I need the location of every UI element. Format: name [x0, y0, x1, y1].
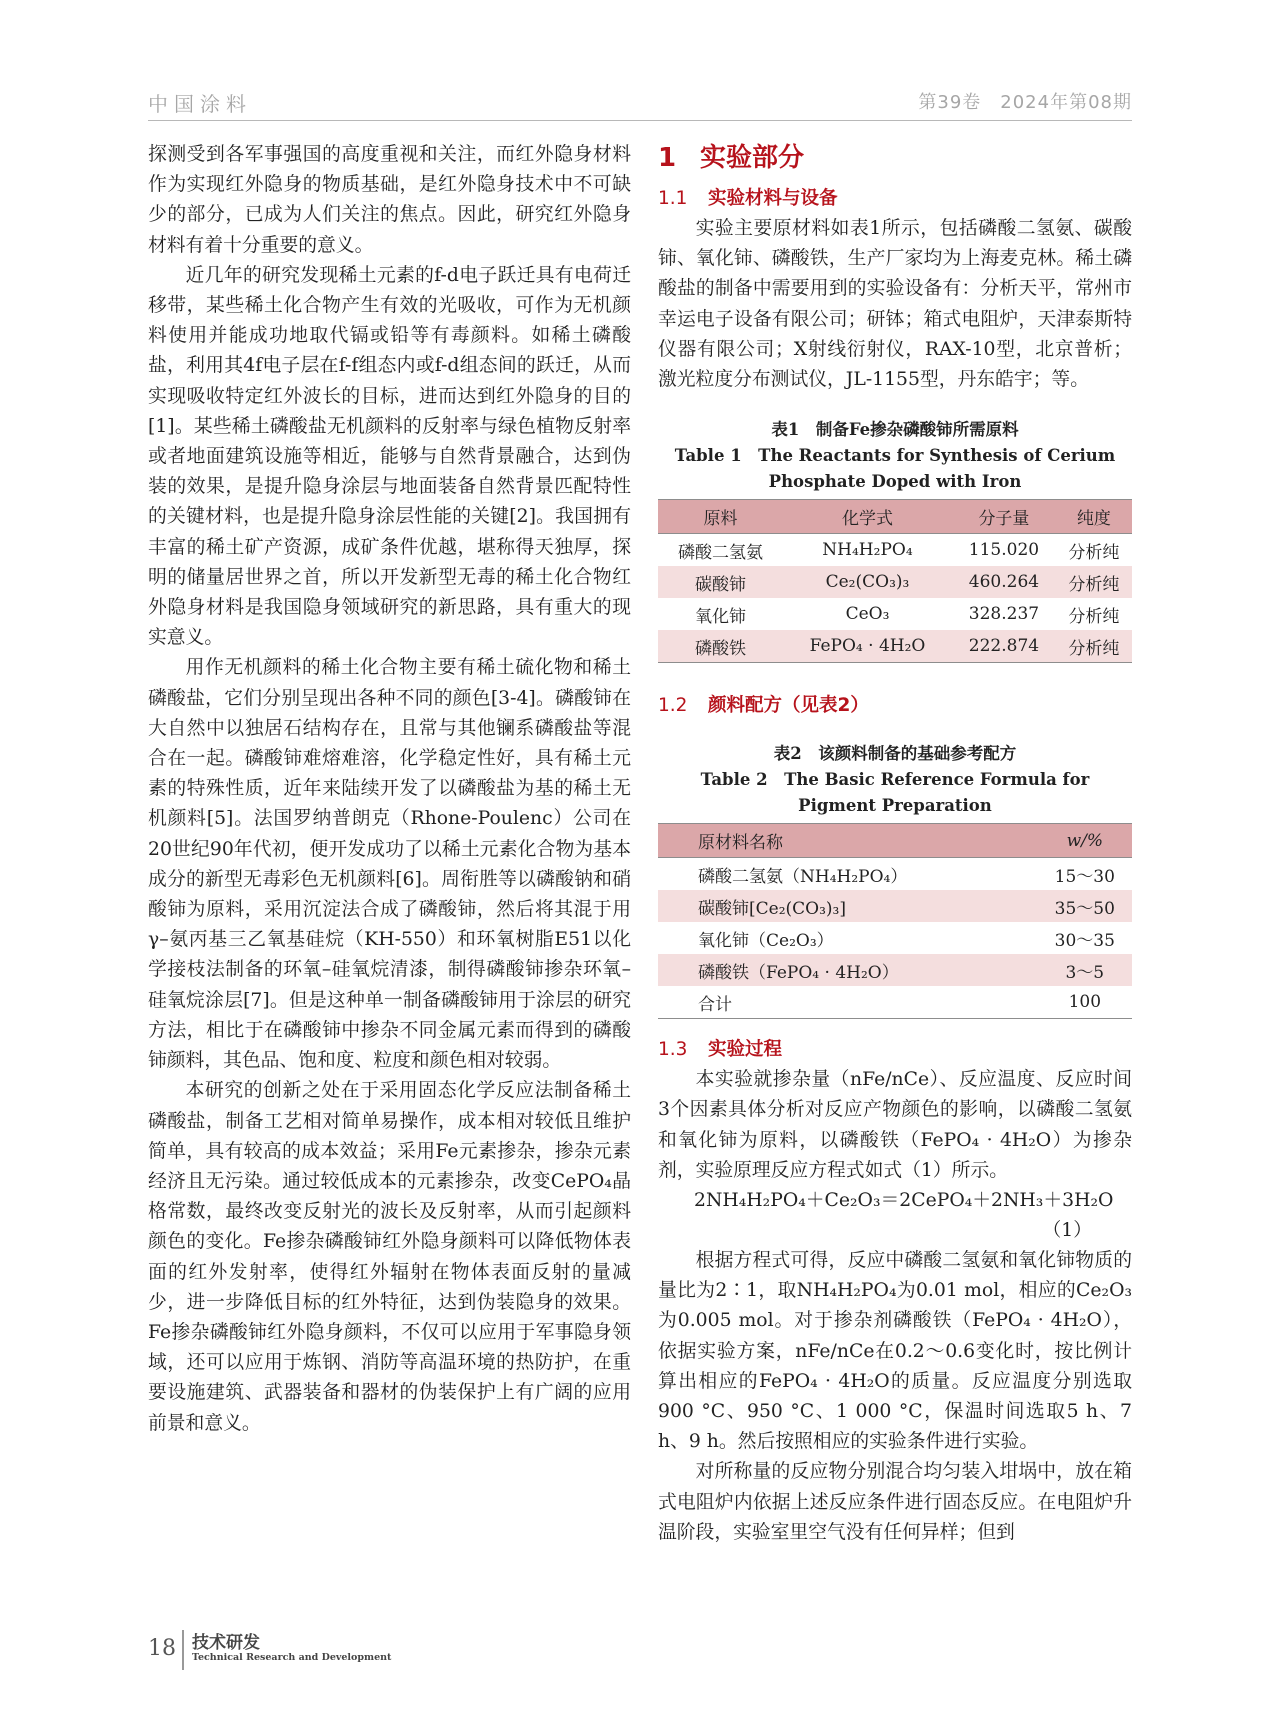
table-row: [658, 534, 1132, 567]
table-cell: 35～50: [1038, 890, 1132, 922]
equation: 2NH₄H₂PO₄＋Ce₂O₃＝2CePO₄＋2NH₃＋3H₂O: [694, 1190, 1114, 1212]
table-cell: NH₄H₂PO₄: [822, 540, 913, 561]
table-cell: 115.020: [968, 540, 1040, 561]
paragraph: 本研究的创新之处在于采用固态化学反应法制备稀土磷酸盐，制备工艺相对简单易操作，成本相对较低且维护简单，具有较高的成本效益；采用Fe元素掺杂，掺杂元素经济且无污染。通过较低成本的元素掺杂，改变CePO₄晶格常数，最终改变反射光的波长及反射率，从而引起颜料颜色的变化。Fe掺杂磷酸铈红外隐身颜料可以降低物体表面的红外发射率，使得红外辐射在物体表面反射的量减少，进一步降低目标的红外特征，达到伪装隐身的效果。Fe掺杂磷酸铈红外隐身颜料，不仅可以应用于军事隐身领域，还可以应用于炼钢、消防等高温环境的热防护，在重要设施建筑、武器装备和器材的伪装保护上有广阔的应用前景和意义。: [148, 1080, 631, 1434]
subsection-heading: [658, 184, 1132, 214]
section-heading: [658, 140, 1132, 176]
table-row: [658, 566, 1132, 598]
table-cell: 分析纯: [1068, 606, 1120, 627]
table-row: [658, 630, 1132, 663]
paragraph: 用作无机颜料的稀土化合物主要有稀土硫化物和稀土磷酸盐，它们分别呈现出各种不同的颜色[3-4]。磷酸铈在大自然中以独居石结构存在，且常与其他镧系磷酸盐等混合在一起。磷酸铈难熔难溶，化学稳定性好，具有稀土元素的特殊性质，近年来陆续开发了以磷酸盐为基的稀土无机颜料[5]。法国罗纳普朗克（Rhone-Poulenc）公司在20世纪90年代初，便开发成功了以稀土元素化合物为基本成分的新型无毒彩色无机颜料[6]。周衔胜等以磷酸钠和硝酸铈为原料，采用沉淀法合成了磷酸铈，然后将其混于用γ–氨丙基三乙氧基硅烷（KH-550）和环氧树脂E51以化学接枝法制备的环氧–硅氧烷清漆，制得磷酸铈掺杂环氧–硅氧烷涂层[7]。但是这种单一制备磷酸铈用于涂层的研究方法，相比于在磷酸铈中掺杂不同金属元素而得到的磷酸铈颜料，其色品、饱和度、粒度和颜色相对较弱。: [148, 657, 631, 1072]
table-cell: 氧化铈: [694, 606, 746, 627]
subsection-title: 实验材料与设备: [708, 188, 838, 209]
table-cell: Ce₂(CO₃)₃: [783, 566, 952, 598]
subsection-title: 实验过程: [708, 1039, 783, 1061]
paragraph: 探测受到各军事强国的高度重视和关注，而红外隐身材料作为实现红外隐身的物质基础，是红外隐身技术中不可缺少的部分，已成为人们关注的焦点。因此，研究红外隐身材料有着十分重要的意义。: [148, 144, 631, 256]
table-caption-zh: 表2 该颜料制备的基础参考配方: [773, 744, 1017, 764]
issue-info: 第39卷 2024年第08期: [918, 92, 1132, 113]
table-cell: CeO₃: [845, 604, 890, 625]
table-cell: 磷酸二氢氨: [677, 542, 763, 563]
table-cell: 222.874: [952, 630, 1056, 663]
table-cell: 分析纯: [1056, 566, 1132, 598]
running-header: [148, 86, 1132, 121]
table-header: 化学式: [783, 500, 952, 534]
table-cell: 30～35: [1054, 930, 1115, 951]
right-column: [658, 140, 1132, 1548]
table-row: [658, 954, 1132, 986]
table-cell: 磷酸铁: [658, 630, 783, 663]
table-row: [658, 598, 1132, 630]
subsection-number: 1.1: [658, 188, 688, 209]
table-cell: 460.264: [952, 566, 1056, 598]
table-caption-en: Table 1 The Reactants for Synthesis of Cerium Phosphate Doped with Iron: [674, 446, 1116, 492]
table-row: [658, 922, 1132, 954]
table-cell: 328.237: [968, 604, 1040, 625]
table-header: 纯度: [1056, 500, 1132, 534]
table-cell: 氧化铈（Ce₂O₃）: [698, 930, 834, 951]
paragraph: 实验主要原材料如表1所示，包括磷酸二氢氨、碳酸铈、氧化铈、磷酸铁，生产厂家均为上海麦克林。稀土磷酸盐的制备中需要用到的实验设备有：分析天平，常州市幸运电子设备有限公司；研钵；箱式电阻炉，天津泰斯特仪器有限公司；X射线衍射仪，RAX-10型，北京普析；激光粒度分布测试仪，JL-1155型，丹东皓宇；等。: [658, 218, 1132, 391]
section-label-zh: 技术研发: [192, 1633, 260, 1653]
table-cell: 15～30: [1054, 866, 1115, 887]
table-cell: 碳酸铈[Ce₂(CO₃)₃]: [658, 890, 1038, 922]
table-header: 原材料名称: [658, 824, 1038, 858]
subsection-title: 颜料配方（见表2）: [708, 695, 869, 717]
section-label-en: Technical Research and Development: [192, 1652, 392, 1663]
paragraph: 本实验就掺杂量（nFe/nCe）、反应温度、反应时间3个因素具体分析对反应产物颜色的影响，以磷酸二氢氨和氧化铈为原料，以磷酸铁（FePO₄ · 4H₂O）为掺杂剂，实验原理反应方程式如式（1）所示。: [658, 1069, 1132, 1181]
left-column: [148, 140, 631, 1439]
table-1: [658, 499, 1132, 663]
page-number: 18: [148, 1636, 176, 1661]
subsection-number: 1.2: [658, 695, 688, 717]
table-cell: 分析纯: [1068, 542, 1120, 563]
paragraph: 根据方程式可得，反应中磷酸二氢氨和氧化铈物质的量比为2∶1，取NH₄H₂PO₄为0.01 mol，相应的Ce₂O₃为0.005 mol。对于掺杂剂磷酸铁（FePO₄ · 4H₂O），依据实验方案，nFe/nCe在0.2～0.6变化时，按比例计算出相应的FePO₄ · 4H₂O的质量。反应温度分别选取900 °C、950 °C、1 000 °C，保温时间选取5 h、7 h、9 h。然后按照相应的实验条件进行实验。: [658, 1250, 1132, 1453]
table-row: [658, 986, 1132, 1019]
section-title: 实验部分: [700, 143, 805, 173]
subsection-heading: [658, 1035, 1132, 1065]
table-header-row: [658, 500, 1132, 534]
table-cell: 合计: [658, 986, 1038, 1019]
table-caption-zh: 表1 制备Fe掺杂磷酸铈所需原料: [771, 420, 1019, 440]
table-row: [658, 890, 1132, 922]
table-cell: 分析纯: [1056, 630, 1132, 663]
table-cell: FePO₄ · 4H₂O: [783, 630, 952, 663]
section-number: 1: [658, 143, 677, 173]
table-cell: 磷酸铁（FePO₄ · 4H₂O）: [658, 954, 1038, 986]
table-cell: 磷酸二氢氨（NH₄H₂PO₄）: [698, 866, 908, 887]
paragraph: 近几年的研究发现稀土元素的f-d电子跃迁具有电荷迁移带，某些稀土化合物产生有效的光吸收，可作为无机颜料使用并能成功地取代镉或铅等有毒颜料。如稀土磷酸盐，利用其4f电子层在f-f组态内或f-d组态间的跃迁，从而实现吸收特定红外波长的目标，进而达到红外隐身的目的[1]。某些稀土磷酸盐无机颜料的反射率与绿色植物反射率或者地面建筑设施等相近，能够与自然背景融合，达到伪装的效果，是提升隐身涂层与地面装备自然背景匹配特性的关键材料，也是提升隐身涂层性能的关键[2]。我国拥有丰富的稀土矿产资源，成矿条件优越，堪称得天独厚，探明的储量居世界之首，所以开发新型无毒的稀土化合物红外隐身材料是我国隐身领域研究的新思路，具有重大的现实意义。: [148, 264, 631, 649]
subsection-number: 1.3: [658, 1039, 688, 1061]
table-header: w/%: [1038, 824, 1132, 858]
table-row: [658, 858, 1132, 891]
table-2: [658, 823, 1132, 1019]
table-cell: 100: [1038, 986, 1132, 1019]
table-header: 原料: [658, 500, 783, 534]
footer-divider: [182, 1630, 184, 1670]
table-caption-en: Table 2 The Basic Reference Formula for Pigment Preparation: [700, 770, 1090, 816]
subsection-heading: [658, 691, 1132, 721]
journal-name: 中国涂料: [148, 92, 252, 116]
table-cell: 3～5: [1038, 954, 1132, 986]
paragraph: 对所称量的反应物分别混合均匀装入坩埚中，放在箱式电阻炉内依据上述反应条件进行固态反应。在电阻炉升温阶段，实验室里空气没有任何异样；但到: [658, 1461, 1132, 1543]
table-cell: 碳酸铈: [658, 566, 783, 598]
equation-number: （1）: [1042, 1220, 1092, 1242]
table-header: 分子量: [952, 500, 1056, 534]
table-header-row: [658, 824, 1132, 858]
